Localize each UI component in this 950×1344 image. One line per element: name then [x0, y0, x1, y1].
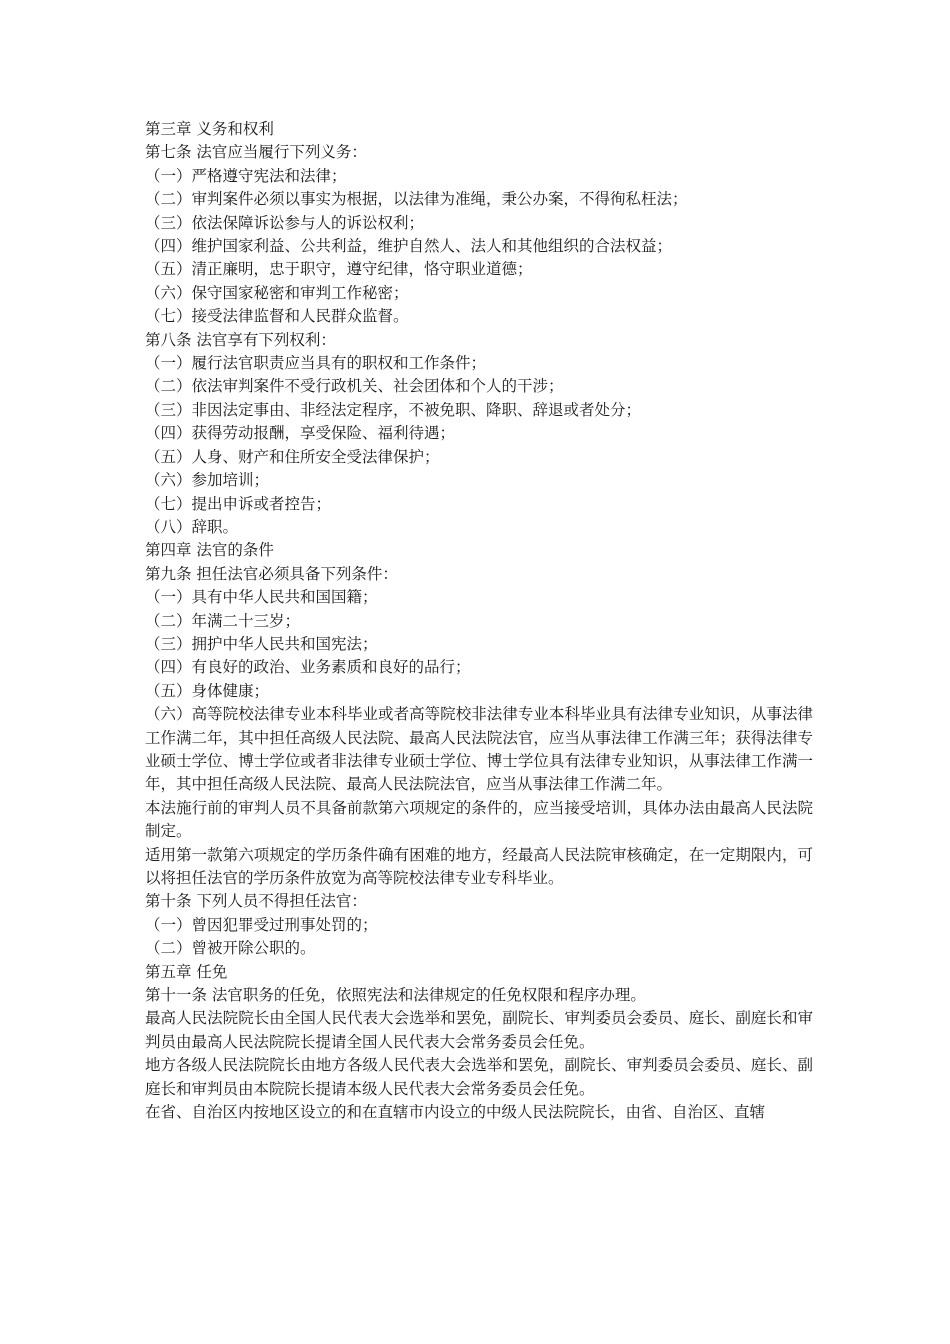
list-item: （五）人身、财产和住所安全受法律保护； [145, 447, 440, 466]
article-heading: 第十一条 法官职务的任免，依照宪法和法律规定的任免权限和程序办理。 [145, 986, 646, 1005]
list-item: （三）依法保障诉讼参与人的诉讼权利； [145, 213, 425, 232]
chapter-heading: 第五章 任免 [145, 962, 228, 981]
list-item: （四）维护国家利益、公共利益，维护自然人、法人和其他组织的合法权益； [145, 237, 673, 256]
paragraph: 地方各级人民法院院长由地方各级人民代表大会选举和罢免，副院长、审判委员会委员、庭长、副庭长和审判员由本院院长提请本级人民代表大会常务委员会任免。 [145, 1056, 813, 1098]
document-body [145, 118, 813, 1124]
list-item: （三）拥护中华人民共和国宪法； [145, 634, 378, 653]
paragraph: 最高人民法院院长由全国人民代表大会选举和罢免，副院长、审判委员会委员、庭长、副庭长和审判员由最高人民法院院长提请全国人民代表大会常务委员会任免。 [145, 1009, 813, 1051]
list-item: （八）辞职。 [145, 517, 239, 536]
list-item: （六）保守国家秘密和审判工作秘密； [145, 283, 409, 302]
list-item: （一）严格遵守宪法和法律； [145, 166, 347, 185]
list-item: （六）高等院校法律专业本科毕业或者高等院校非法律专业本科毕业具有法律专业知识，从事法律工作满二年，其中担任高级人民法院、最高人民法院法官，应当从事法律工作满三年；获得法律专业硕士学位、博士学位或者非法律专业硕士学位、博士学位具有法律专业知识，从事法律工作满一年，其中担任高级人民法院、最高人民法院法官，应当从事法律工作满二年。 [145, 705, 813, 794]
list-item: （四）有良好的政治、业务素质和良好的品行； [145, 658, 471, 677]
article-heading: 第八条 法官享有下列权利： [145, 330, 336, 349]
article-heading: 第七条 法官应当履行下列义务： [145, 143, 367, 162]
paragraph: 适用第一款第六项规定的学历条件确有困难的地方，经最高人民法院审核确定，在一定期限内，可以将担任法官的学历条件放宽为高等院校法律专业专科毕业。 [145, 845, 813, 887]
list-item: （五）清正廉明，忠于职守，遵守纪律，恪守职业道德； [145, 260, 533, 279]
list-item: （一）履行法官职责应当具有的职权和工作条件； [145, 354, 487, 373]
article-heading: 第九条 担任法官必须具备下列条件： [145, 564, 398, 583]
list-item: （四）获得劳动报酬，享受保险、福利待遇； [145, 424, 456, 443]
list-item: （二）曾被开除公职的。 [145, 939, 316, 958]
chapter-heading: 第三章 义务和权利 [145, 120, 274, 138]
list-item: （二）审判案件必须以事实为根据，以法律为准绳，秉公办案，不得徇私枉法； [145, 190, 688, 209]
list-item: （一）具有中华人民共和国国籍； [145, 588, 378, 607]
list-item: （一）曾因犯罪受过刑事处罚的； [145, 915, 378, 934]
list-item: （五）身体健康； [145, 681, 270, 700]
list-item: （六）参加培训； [145, 471, 270, 490]
chapter-heading: 第四章 法官的条件 [145, 541, 274, 560]
list-item: （七）提出申诉或者控告； [145, 494, 332, 513]
paragraph: 在省、自治区内按地区设立的和在直辖市内设立的中级人民法院院长，由省、自治区、直辖 [145, 1103, 766, 1122]
list-item: （二）年满二十三岁； [145, 611, 301, 630]
list-item: （七）接受法律监督和人民群众监督。 [145, 307, 409, 326]
article-heading: 第十条 下列人员不得担任法官： [145, 892, 367, 911]
paragraph: 本法施行前的审判人员不具备前款第六项规定的条件的，应当接受培训，具体办法由最高人民法院制定。 [145, 798, 813, 841]
list-item: （二）依法审判案件不受行政机关、社会团体和个人的干涉； [145, 377, 564, 396]
list-item: （三）非因法定事由、非经法定程序，不被免职、降职、辞退或者处分； [145, 400, 642, 419]
